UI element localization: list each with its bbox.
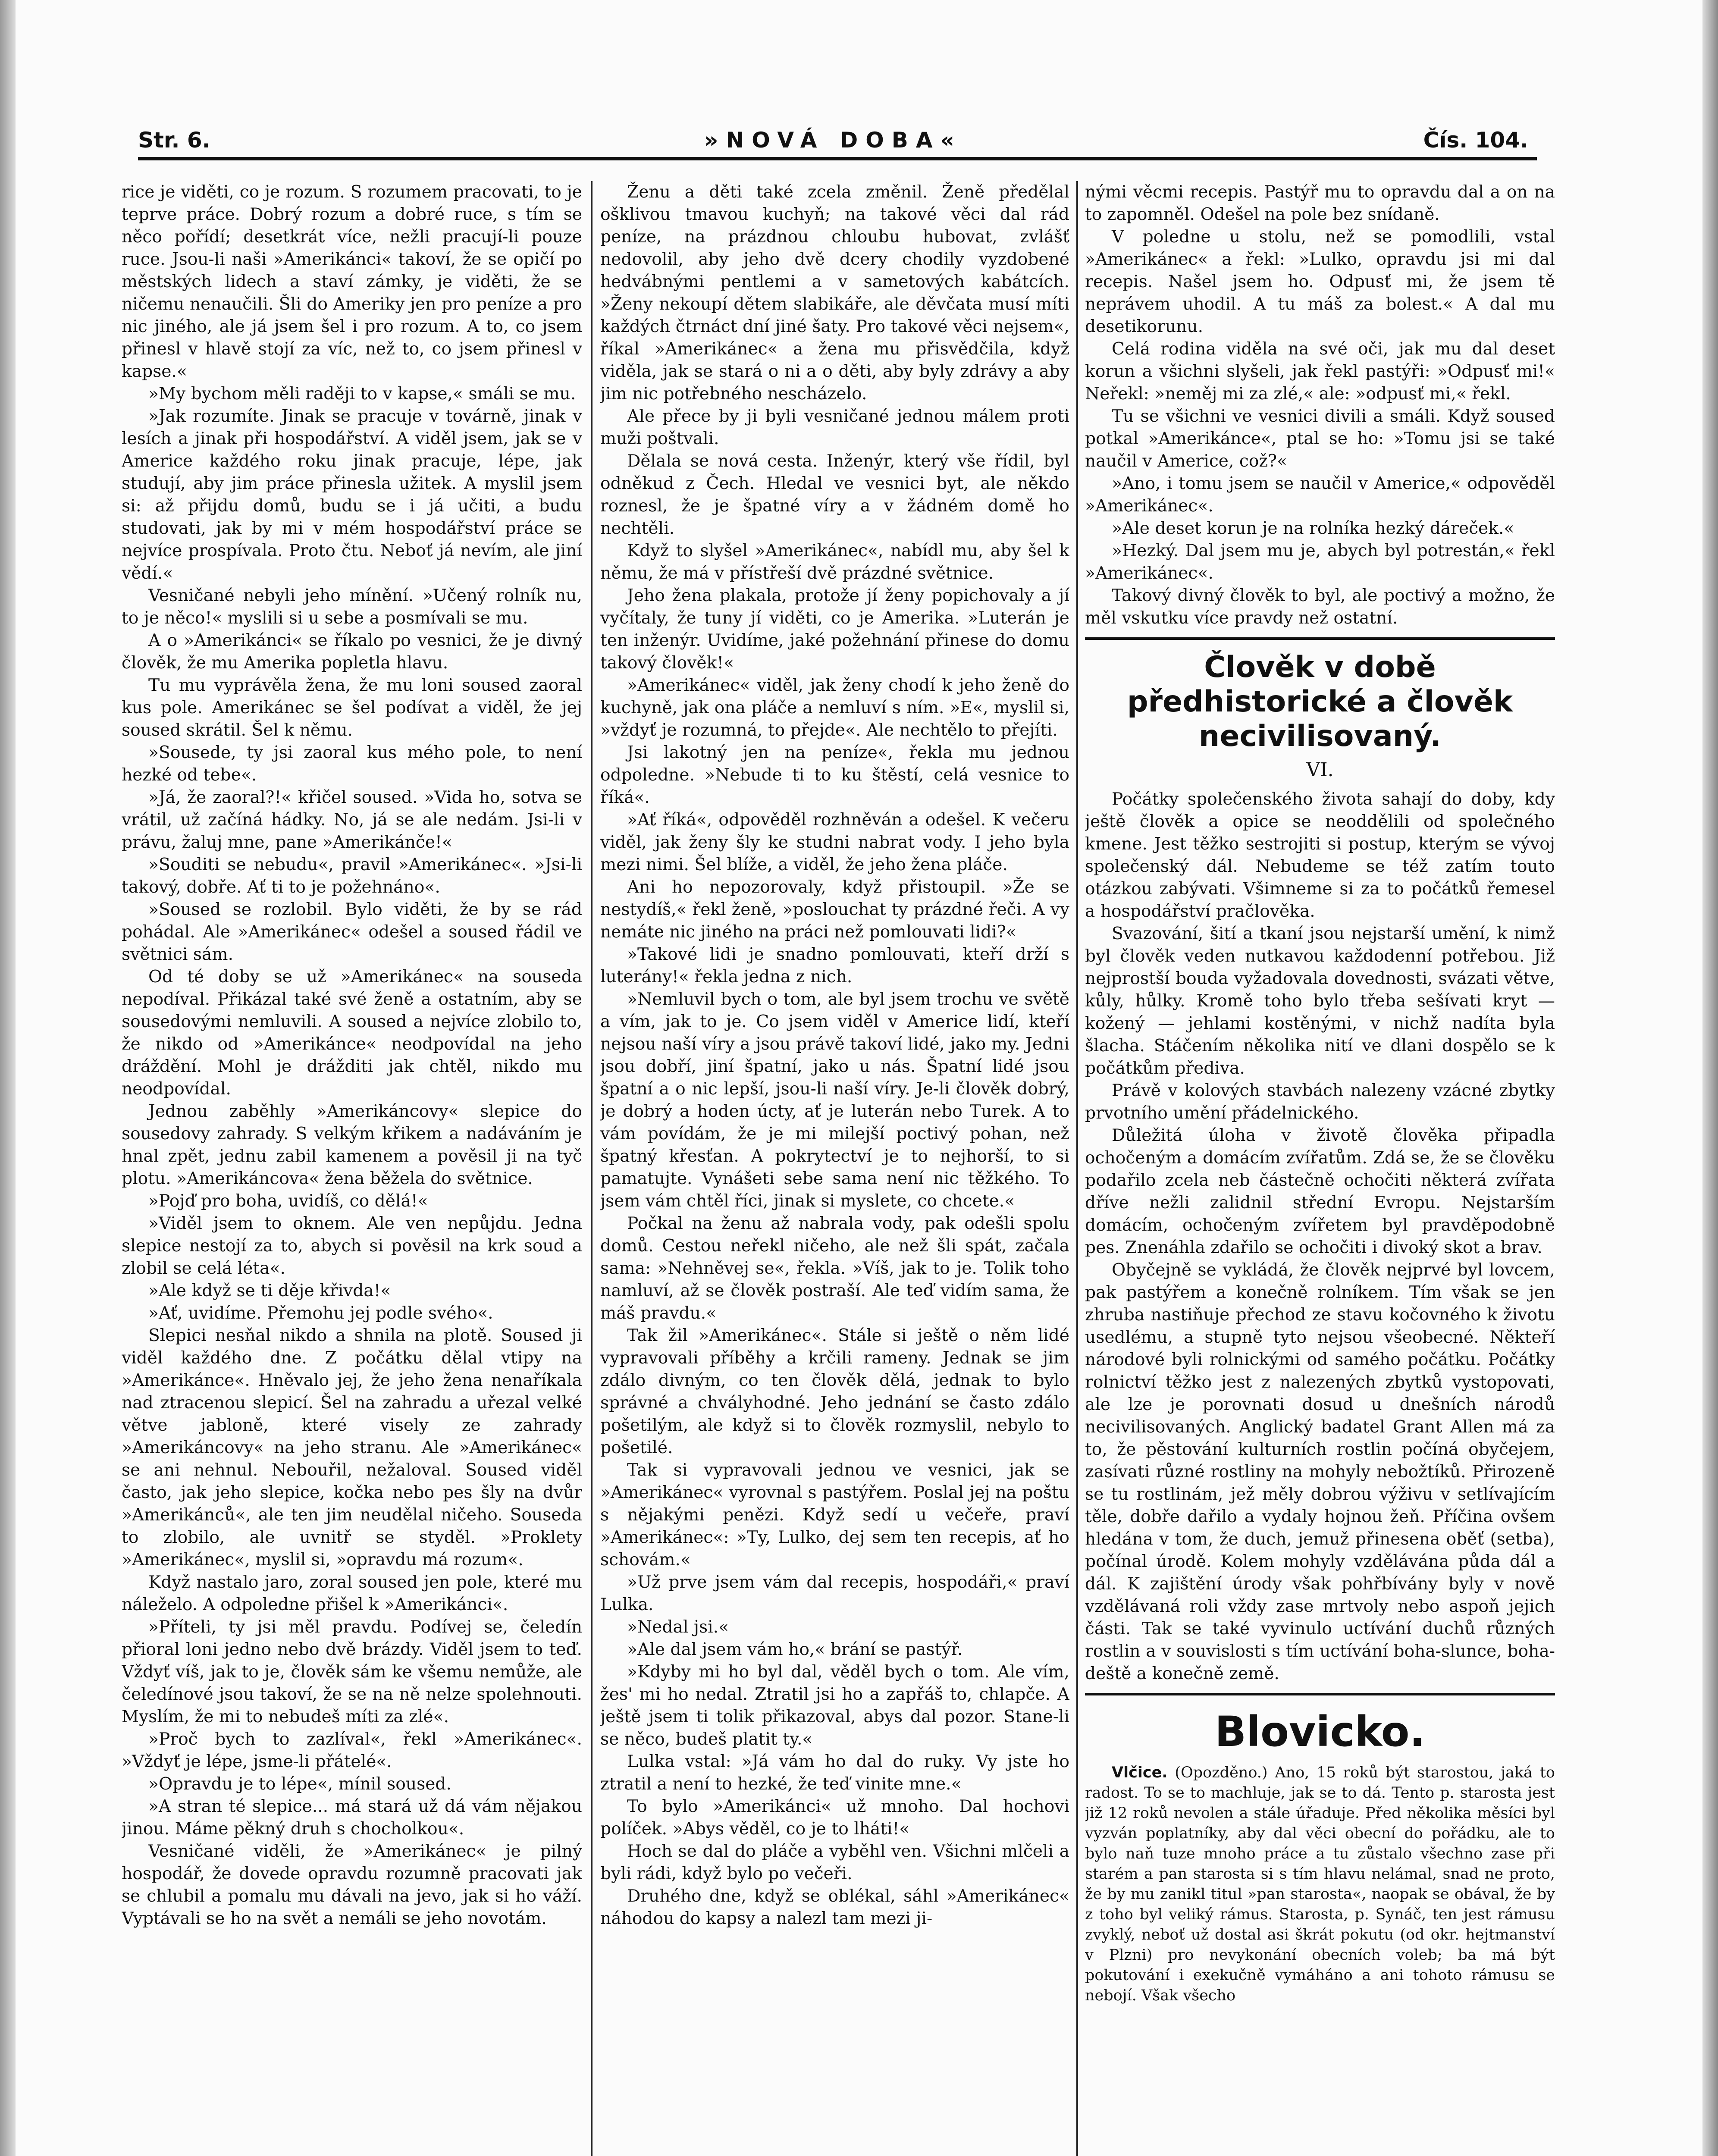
paragraph: Počátky společenského života sahají do doby, kdy ještě člověk a opice se neoddělili od společného kmene. Jest těžko sestrojiti si postup, kterým se vývoj společenský dál. Nebudeme se též zatím touto otázkou zabývati. Všimneme si za to počátků řemesel a hospodářství pračlověka.: [1085, 790, 1555, 921]
paragraph: V poledne u stolu, než se pomodlili, vstal »Amerikánec« a řekl: »Lulko, opravdu jsi mi dal recepis. Našel jsem ho. Odpusť mi, že jsem tě neprávem uhodil. A tu máš za bolest.« A dal mu desetikorunu.: [1085, 227, 1555, 336]
column-2: [600, 181, 1069, 2156]
paragraph: »Ale dal jsem vám ho,« brání se pastýř.: [627, 1640, 963, 1659]
paragraph: »Jak rozumíte. Jinak se pracuje v továrně, jinak v lesích a jinak při hospodářství. A viděl jsem, jak se v Americe každého roku jinak pracuje, lépe, jak studují, aby jim práce přinesla užitek. A myslil jsem si: až přijdu domů, budu se i já učiti, a budu studovati, jak by mi v mém hospodářství práce se nejvíce prospívala. Proto čtu. Neboť já nevím, ale jiní vědí.«: [122, 407, 582, 583]
paragraph: Počkal na ženu až nabrala vody, pak odešli spolu domů. Cestou neřekl ničeho, ale než šli spát, začala sama: »Nehněvej se«, řekla. »Víš, jak to je. Tolik toho namluví, až se člověk postraší. Ale teď vidím sama, že máš pravdu.«: [600, 1214, 1069, 1323]
paragraph: »Ať, uvidíme. Přemohu jej podle svého«.: [148, 1304, 493, 1323]
paragraph: »Ano, i tomu jsem se naučil v Americe,« odpověděl »Amerikánec«.: [1085, 474, 1555, 516]
paragraph: Jednou zaběhly »Amerikáncovy« slepice do sousedovy zahrady. S velkým křikem a nadáváním je hnal zpět, jednu zabil kamenem a pověsil ji na tyč plotu. »Amerikáncova« žena běžela do světnice.: [122, 1102, 582, 1188]
paragraph: Tak si vypravovali jednou ve vesnici, jak se »Amerikánec« vyrovnal s pastýřem. Poslal jej na poštu s nějakými penězi. Když sedí u večeře, praví »Amerikánec«: »Ty, Lulko, dej sem ten recepis, ať ho schovám.«: [600, 1460, 1069, 1570]
paragraph: »Souditi se nebudu«, pravil »Amerikánec«. »Jsi-li takový, dobře. Ať ti to je požehnáno«.: [122, 855, 582, 897]
paragraph: »Ale když se ti děje křivda!«: [148, 1281, 391, 1300]
paragraph: Svazování, šití a tkaní jsou nejstarší umění, k nimž byl člověk veden nutkavou každodenní potřebou. Již nejprostší bouda vyžadovala dovednosti, svázati větve, kůly, hůlky. Kromě toho bylo třeba sešívati kryt — kožený — jehlami kostěnými, v nichž nadíta byla šlacha. Stáčením několika nití ve dlani dospělo se k počátkům přediva.: [1085, 924, 1555, 1078]
paragraph: Celá rodina viděla na své oči, jak mu dal deset korun a všichni slyšeli, jak řekl pastýři: »Odpusť mi!« Neřekl: »neměj mi za zlé,« ale: »odpusť mi,« řekl.: [1085, 339, 1555, 404]
column-divider: [591, 181, 593, 2156]
paragraph: Jsi lakotný jen na peníze«, řekla mu jednou odpoledne. »Nebude ti to ku štěstí, celá vesnice to říká«.: [600, 743, 1069, 807]
paragraph: »Ale deset korun je na rolníka hezký dáreček.«: [1112, 519, 1514, 538]
paragraph: Ale přece by ji byli vesničané jednou málem proti muži poštvali.: [600, 407, 1069, 448]
paragraph: »Sousede, ty jsi zaoral kus mého pole, to není hezké od tebe«.: [122, 743, 582, 785]
newspaper-title: »NOVÁ DOBA«: [704, 128, 962, 153]
paragraph: Právě v kolových stavbách nalezeny vzácné zbytky prvotního umění přádelnického.: [1085, 1081, 1555, 1123]
paragraph: To bylo »Amerikánci« už mnoho. Dal hochovi políček. »Abys věděl, co je to lháti!«: [600, 1797, 1069, 1839]
paragraph: »Kdyby mi ho byl dal, věděl bych o tom. Ale vím, žes' mi ho nedal. Ztratil jsi ho a zapřáš to, chlapče. A ještě jsem ti tolik přikazoval, abys dal pozor. Stane-li se něco, budeš platit ty.«: [600, 1662, 1069, 1749]
paragraph: Hoch se dal do pláče a vyběhl ven. Všichni mlčeli a byli rádi, když bylo po večeři.: [600, 1842, 1069, 1883]
paragraph: Když to slyšel »Amerikánec«, nabídl mu, aby šel k němu, že má v přístřeší dvě prázdné světnice.: [600, 541, 1069, 583]
news-item: [1085, 1763, 1555, 2006]
page-number: Str. 6.: [138, 128, 210, 153]
paragraph: »My bychom měli raději to v kapse,« smáli se mu.: [148, 384, 576, 404]
paragraph: »Soused se rozlobil. Bylo viděti, že by se rád pohádal. Ale »Amerikánec« odešel a soused řádil ve světnici sám.: [122, 900, 582, 964]
paragraph: Ani ho nepozorovaly, když přistoupil. »Že se nestydíš,« řekl ženě, »poslouchat ty prázdné řeči. A vy nemáte nic jiného na práci než pomlouvati lidi?«: [600, 877, 1069, 942]
paragraph: Vesničané nebyli jeho mínění. »Učený rolník nu, to je něco!« myslili si u sebe a posmívali se mu.: [122, 586, 582, 628]
article-body: [1085, 788, 1555, 1685]
article-title: Člověk v době předhistorické a člověk necivilisovaný.: [1127, 650, 1513, 753]
scan-edge-right: [1702, 0, 1718, 2156]
issue-number: Čís. 104.: [1423, 128, 1528, 153]
paragraph: Slepici nesňal nikdo a shnila na plotě. Soused ji viděl každého dne. Z počátku dělal vtipy na »Amerikánce«. Hněvalo jej, že jeho žena nenaříkala nad ztracenou slepicí. Šel na zahradu a uřezal velké větve jabloně, které visely ze zahrady »Amerikáncovy« na jeho stranu. Ale »Amerikánec« se ani nehnul. Nebouřil, nežaloval. Soused viděl často, jak jeho slepice, kočka nebo pes šly na dvůr »Amerikánců«, ale ten jim neudělal ničeho. Souseda to zlobilo, ale uvnitř se styděl. »Proklety »Amerikánec«, myslil si, »opravdu má rozum«.: [122, 1326, 582, 1570]
section-title: Blovicko.: [1214, 1708, 1426, 1756]
paragraph: »Takové lidi je snadno pomlouvati, kteří drží s luterány!« řekla jedna z nich.: [600, 945, 1069, 987]
dateline: Vlčice.: [1112, 1764, 1168, 1781]
news-text: (Opozděno.) Ano, 15 roků být starostou, jaká to radost. To se to machluje, jak se to dá. Tento p. starosta jest již 12 roků nevolen a stále úřaduje. Před několika měsíci byl vyzván poplatníky, aby dal věci obecní do pořádku, ale to bylo naň tuze mnoho práce a tu zůstalo všechno zase při starém a pan starosta si s tím hlavu nelámal, snad ne proto, že by mu zanikl titul »pan starosta«, naopak se obával, že by z toho byl veliký rámus. Starosta, p. Synáč, ten jest rámusu zvyklý, neboť už dostal asi škrát pokutu (od okr. hejtmanství v Plzni) pro nevykonání obecních voleb; ba má být pokutování i exekučně vymáháno a ani tohoto rámusu se nebojí. Však všecho: [1085, 1764, 1555, 2004]
paragraph: Důležitá úloha v životě člověka připadla ochočeným a domácím zvířatům. Zdá se, že se člověku podařilo zcela neb částečně ochočiti některá zvířata dříve nežli zalidnil střední Evropu. Nejstarším domácím, ochočeným zvířetem byl pravděpodobně pes. Znenáhla zdařilo se ochočiti i divoký skot a brav.: [1085, 1126, 1555, 1257]
paragraph: Tu mu vyprávěla žena, že mu loni soused zaoral kus pole. Amerikánec se šel podívat a viděl, že jej soused skrátil. Šel k němu.: [122, 676, 582, 740]
article-part-number: VI.: [1306, 759, 1334, 781]
paragraph: »Příteli, ty jsi měl pravdu. Podívej se, čeledín přioral loni jedno nebo dvě brázdy. Viděl jsem to teď. Vždyť víš, jak to je, člověk sám ke všemu nemůže, ale čeledínové jsou takoví, že se na ně nelze spolehnouti. Myslím, že mi to nebudeš míti za zlé«.: [122, 1617, 582, 1727]
paragraph: »Hezký. Dal jsem mu je, abych byl potrestán,« řekl »Amerikánec«.: [1085, 541, 1555, 583]
column-3: [1085, 181, 1555, 2156]
paragraph: Obyčejně se vykládá, že člověk nejprvé byl lovcem, pak pastýřem a konečně rolníkem. Tím však se jen zhruba nastiňuje přechod ze stavu kočovného k životu usedlému, a stupně tyto nejsou všeobecné. Někteří národové byli rolnickými od samého počátku. Počátky rolnictví těžko jest z nalezených zbytků vystopovati, ale lze je porovnati dosud u dnešních národů necivilisovaných. Anglický badatel Grant Allen má za to, že pěstování kulturních rostlin počíná obyčejem, zasívati různé rostliny na mohyly nebožtíků. Přirozeně se tu rostlinám, jež měly dobrou výživu v setlívajícím těle, dobře dařilo a vydaly hojnou žeň. Příčina ovšem hledána v tom, že duch, jemuž přinesena oběť (setba), počínal úrodě. Kolem mohyly vzdělávána půda dál a dál. K zajištění úrody však pohřbívány byly v nově vzdělávaná roli vždy zase mrtvoly nebo aspoň jejich části. Tak se také vyvinulo uctívání duchů různých rostlin a v souvislosti s tím uctívání boha-slunce, boha-deště a konečně země.: [1085, 1260, 1555, 1683]
paragraph: Vesničané viděli, že »Amerikánec« je pilný hospodář, že dovede opravdu rozumně pracovati jak se chlubil a pomalu mu dávali na jevo, jak si ho váží. Vyptávali se ho na svět a nemáli se jeho novotám.: [122, 1842, 582, 1928]
paragraph: »Amerikánec« viděl, jak ženy chodí k jeho ženě do kuchyně, jak ona pláče a nemluví s ním. »E«, myslil si, »vždyť je rozumná, to přejde«. Ale nechtělo to přejíti.: [600, 676, 1069, 740]
paragraph: »Nedal jsi.«: [627, 1617, 729, 1637]
paragraph: Tak žil »Amerikánec«. Stále si ještě o něm lidé vypravovali příběhy a krčili rameny. Jednak se jim zdálo divným, co ten člověk dělá, jednak to bylo správné a chvályhodné. Jeho jednání se často zdálo pošetilým, ale když si to člověk rozmyslil, nebylo to pošetilé.: [600, 1326, 1069, 1457]
paragraph: Jeho žena plakala, protože jí ženy popichovaly a jí vyčítaly, že tuny jí viděti, co je Amerika. »Luterán je ten inženýr. Uvidíme, jaké požehnání přinese do domu takový člověk!«: [600, 586, 1069, 673]
paragraph: nými věcmi recepis. Pastýř mu to opravdu dal a on na to zapomněl. Odešel na pole bez snídaně.: [1085, 182, 1555, 224]
paragraph: Když nastalo jaro, zoral soused jen pole, které mu náleželo. A odpoledne přišel k »Amerikánci«.: [122, 1573, 582, 1614]
paragraph: Lulka vstal: »Já vám ho dal do ruky. Vy jste ho ztratil a není to hezké, že teď vinite mne.«: [600, 1752, 1069, 1794]
story-continuation: [1085, 181, 1555, 630]
column-1: [122, 181, 582, 2156]
section-rule: [1085, 1693, 1555, 1695]
paragraph: »Já, že zaoral?!« křičel soused. »Vida ho, sotva se vrátil, už začíná hádky. No, já se ale nedám. Jsi-li v právu, žaluj mne, pane »Amerikánče!«: [122, 788, 582, 852]
paragraph: Tu se všichni ve vesnici divili a smáli. Když soused potkal »Amerikánce«, ptal se ho: »Tomu jsi se také naučil v Americe, což?«: [1085, 407, 1555, 471]
column-divider: [1076, 181, 1078, 2156]
section-rule: [1085, 637, 1555, 640]
scan-edge-left: [0, 0, 16, 2156]
paragraph: Od té doby se už »Amerikánec« na souseda nepodíval. Přikázal také své ženě a ostatním, aby se sousedovými nemluvili. A soused a nejvíce zlobilo to, že nikdo od »Amerikánce« neodpovídal na jeho dráždění. Mohl je drážditi jak chtěl, nikdo mu neodpovídal.: [122, 967, 582, 1099]
page-header: [138, 124, 1528, 159]
paragraph: Druhého dne, když se oblékal, sáhl »Amerikánec« náhodou do kapsy a nalezl tam mezi ji-: [600, 1887, 1069, 1928]
paragraph: »A stran té slepice... má stará už dá vám nějakou jinou. Máme pěkný druh s chocholkou«.: [122, 1797, 582, 1839]
paragraph: rice je viděti, co je rozum. S rozumem pracovati, to je teprve práce. Dobrý rozum a dobré ruce, s tím se něco pořídí; desetkrát více, nežli pracují-li pouze ruce. Jsou-li naši »Amerikánci« takoví, že se opičí po městských lidech a staví zámky, je viděti, že se ničemu nenaučili. Šli do Ameriky jen pro peníze a pro nic jiného, ale já jsem šel i pro rozum. A to, co jsem přinesl v hlavě stojí za víc, než to, co jsem přinesl v kapse.«: [122, 182, 582, 381]
paragraph: Dělala se nová cesta. Inženýr, který vše řídil, byl odněkud z Čech. Hledal ve vesnici byt, ale někdo roznesl, že je špatné víry a v žádném domě ho nechtěli.: [600, 451, 1069, 538]
paragraph: A o »Amerikánci« se říkalo po vesnici, že je divný člověk, že mu Amerika popletla hlavu.: [122, 631, 582, 673]
paragraph: »Nemluvil bych o tom, ale byl jsem trochu ve světě a vím, jak to je. Co jsem viděl v Americe lidí, kteří nejsou naší víry a jsou právě takoví lidé, jako my. Jedni jsou dobří, jiní špatní, jako u nás. Špatní lidé jsou špatní a o nic lepší, jsou-li naší víry. Je-li člověk dobrý, je dobrý a hoden úcty, ať je luterán nebo Turek. A to vám povídám, že je mi milejší poctivý pohan, než špatný křesťan. A pokrytectví je to nejhorší, to si pamatujte. Vynášeti sebe sama není nic těžkého. To jsem vám chtěl říci, jinak si myslete, co chcete.«: [600, 990, 1069, 1211]
paragraph: »Opravdu je to lépe«, mínil soused.: [148, 1774, 451, 1794]
paragraph: Ženu a děti také zcela změnil. Ženě předělal ošklivou tmavou kuchyň; na takové věci dal rád peníze, na prázdnou chloubu hubovat, zvlášť nedovolil, aby jeho dvě dcery chodily vyzdobené hedvábnými pentlemi a v sametových kabátcích. »Ženy nekoupí dětem slabikáře, ale děvčata musí míti každých čtrnáct dní jiné šaty. Pro takové věci nejsem«, říkal »Amerikánec« a žena mu přisvědčila, když viděla, jak se stará o ni a o děti, aby byly zdrávy a aby jim nic potřebného nescházelo.: [600, 182, 1069, 404]
header-rule: [138, 157, 1537, 160]
paragraph: Takový divný člověk to byl, ale poctivý a možno, že měl vskutku více pravdy než ostatní.: [1085, 586, 1555, 628]
paragraph: »Ať říká«, odpověděl rozhněván a odešel. K večeru viděl, jak ženy šly ke studni nabrat vody. I jeho byla mezi nimi. Šel blíže, a viděl, že jeho žena pláče.: [600, 810, 1069, 874]
paragraph: »Viděl jsem to oknem. Ale ven nepůjdu. Jedna slepice nestojí za to, abych si pověsil na krk soud a zlobil se celá léta«.: [122, 1214, 582, 1278]
paragraph: »Pojď pro boha, uvidíš, co dělá!«: [148, 1191, 428, 1211]
paragraph: »Proč bych to zazlíval«, řekl »Amerikánec«. »Vždyť je lépe, jsme-li přátelé«.: [122, 1730, 582, 1771]
paragraph: »Už prve jsem vám dal recepis, hospodáři,« praví Lulka.: [600, 1573, 1069, 1614]
